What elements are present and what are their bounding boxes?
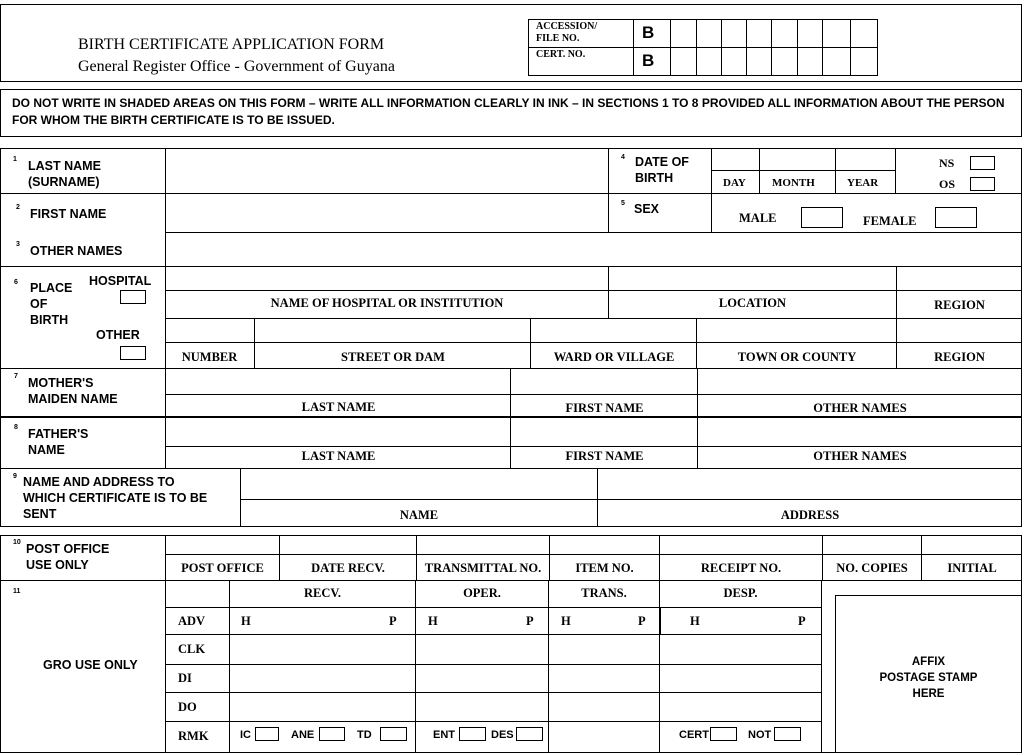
town-caption: TOWN OR COUNTY (737, 350, 857, 364)
rmk-not-checkbox[interactable] (774, 727, 801, 741)
gro-use-label: GRO USE ONLY (43, 658, 138, 672)
date-of-birth-label: DATE OF BIRTH (635, 155, 689, 185)
send-to-address-caption: ADDRESS (780, 508, 840, 522)
ns-label: NS (939, 156, 955, 170)
location-caption: LOCATION (718, 296, 787, 310)
section-3-number: 3 (16, 241, 20, 248)
father-last-name-field[interactable] (166, 419, 510, 446)
po-col-initial: INITIAL (947, 561, 997, 575)
gro-row-rmk: RMK (178, 729, 209, 743)
place-of-birth-label: PLACE OF BIRTH (30, 281, 73, 327)
male-label: MALE (739, 211, 777, 225)
female-checkbox[interactable] (935, 207, 977, 228)
gro-row-clk: CLK (178, 642, 206, 656)
send-to-label: NAME AND ADDRESS TO WHICH CERTIFICATE IS TO BE SENT (23, 475, 208, 521)
section-11-number: 11 (13, 588, 21, 595)
hospital-location-field[interactable] (609, 267, 895, 290)
ward-caption: WARD OR VILLAGE (553, 350, 675, 364)
mother-first-caption: FIRST NAME (565, 401, 644, 415)
rmk-ane-label: ANE (291, 729, 315, 741)
other-names-field[interactable] (166, 233, 1021, 266)
gro-head-trans: TRANS. (581, 586, 627, 600)
sex-label: SEX (634, 202, 660, 216)
last-name-label: LAST NAME (SURNAME) (28, 159, 101, 189)
region2-caption: REGION (934, 350, 985, 364)
region-field[interactable] (897, 319, 1021, 342)
os-label: OS (939, 177, 956, 191)
hospital-name-caption: NAME OF HOSPITAL OR INSTITUTION (270, 296, 504, 310)
gro-row-do: DO (178, 700, 197, 714)
po-col-receipt-no: RECEIPT NO. (700, 561, 782, 575)
mother-first-name-field[interactable] (511, 369, 697, 394)
oper-h: H (428, 614, 438, 628)
recv-h: H (241, 614, 251, 628)
mother-other-caption: OTHER NAMES (813, 401, 907, 415)
cert-no-label: CERT. NO. (536, 49, 586, 60)
street-caption: STREET OR DAM (341, 350, 445, 364)
last-name-field[interactable] (166, 149, 607, 193)
hospital-checkbox[interactable] (120, 290, 146, 304)
section-8-number: 8 (14, 424, 18, 431)
gro-head-oper: OPER. (463, 586, 501, 600)
section-5-number: 5 (621, 200, 625, 207)
rmk-des-label: DES (491, 729, 514, 741)
gro-head-recv: RECV. (304, 586, 341, 600)
desp-h: H (690, 614, 700, 628)
father-first-caption: FIRST NAME (565, 449, 644, 463)
town-field[interactable] (697, 319, 896, 342)
mother-other-names-field[interactable] (698, 369, 1021, 394)
father-first-name-field[interactable] (511, 419, 697, 446)
gro-row-adv: ADV (178, 614, 206, 628)
father-last-caption: LAST NAME (301, 449, 376, 463)
section-10-number: 10 (13, 539, 21, 546)
other-place-label: OTHER (96, 328, 140, 342)
section-4-number: 4 (621, 154, 625, 161)
father-other-names-field[interactable] (698, 419, 1021, 446)
dob-day-field[interactable] (712, 149, 758, 170)
street-field[interactable] (255, 319, 530, 342)
mothers-name-label: MOTHER'S MAIDEN NAME (28, 376, 118, 406)
other-names-label: OTHER NAMES (30, 244, 123, 258)
os-checkbox[interactable] (970, 177, 995, 191)
rmk-cert-checkbox[interactable] (710, 727, 737, 741)
rmk-cert-label: CERT (679, 729, 709, 741)
female-label: FEMALE (863, 214, 917, 228)
hospital-region-field[interactable] (897, 267, 1021, 290)
first-name-label: FIRST NAME (30, 207, 107, 221)
po-col-post-office: POST OFFICE (181, 561, 264, 575)
other-place-checkbox[interactable] (120, 346, 146, 360)
ward-field[interactable] (531, 319, 696, 342)
section-7-number: 7 (14, 373, 18, 380)
rmk-ent-checkbox[interactable] (459, 727, 486, 741)
rmk-ic-label: IC (240, 729, 251, 741)
instructions-text: DO NOT WRITE IN SHADED AREAS ON THIS FORM – WRITE ALL INFORMATION CLEARLY IN INK – IN SECTIONS 1 TO 8 PROVIDED ALL INFORMATION ABOUT THE PERSON FOR WHOM THE BIRTH CERTIFICATE IS TO BE ISSUED. (12, 96, 1005, 127)
send-to-name-field[interactable] (241, 469, 597, 499)
po-col-item-no: ITEM NO. (575, 561, 634, 575)
section-6-number: 6 (14, 279, 18, 286)
day-caption: DAY (723, 177, 746, 189)
mother-last-caption: LAST NAME (301, 400, 376, 414)
rmk-ic-checkbox[interactable] (255, 727, 279, 741)
trans-p: P (638, 614, 646, 628)
form-title: BIRTH CERTIFICATE APPLICATION FORM (78, 36, 385, 53)
accession-label: ACCESSION/ FILE NO. (536, 21, 598, 44)
cert-prefix: B (642, 51, 655, 70)
send-to-name-caption: NAME (399, 508, 439, 522)
trans-h: H (561, 614, 571, 628)
hospital-label: HOSPITAL (89, 274, 152, 288)
rmk-td-label: TD (357, 729, 372, 741)
rmk-not-label: NOT (748, 729, 772, 741)
send-to-address-field[interactable] (598, 469, 1021, 499)
number-caption: NUMBER (181, 350, 238, 364)
oper-p: P (526, 614, 534, 628)
father-other-caption: OTHER NAMES (813, 449, 907, 463)
rmk-ent-label: ENT (433, 729, 455, 741)
dob-month-field[interactable] (760, 149, 834, 170)
hospital-name-field[interactable] (166, 267, 607, 290)
recv-p: P (389, 614, 397, 628)
rmk-des-checkbox[interactable] (516, 727, 543, 741)
dob-year-field[interactable] (836, 149, 894, 170)
month-caption: MONTH (772, 177, 815, 189)
first-name-field[interactable] (166, 194, 607, 232)
gro-head-desp: DESP. (723, 586, 758, 600)
section-2-number: 2 (16, 204, 20, 211)
fathers-name-label: FATHER'S NAME (28, 427, 89, 457)
po-col-no-copies: NO. COPIES (836, 561, 908, 575)
po-col-date-recv: DATE RECV. (311, 561, 385, 575)
po-col-transmittal: TRANSMITTAL NO. (424, 561, 542, 575)
section-1-number: 1 (13, 156, 17, 163)
accession-prefix: B (642, 23, 655, 42)
rmk-td-checkbox[interactable] (380, 727, 407, 741)
ns-checkbox[interactable] (970, 156, 995, 170)
desp-p: P (798, 614, 806, 628)
year-caption: YEAR (847, 177, 879, 189)
gro-row-di: DI (178, 671, 192, 685)
form-subtitle: General Register Office - Government of Guyana (78, 58, 395, 75)
section-9-number: 9 (13, 473, 17, 480)
post-office-label: POST OFFICE USE ONLY (26, 542, 110, 572)
male-checkbox[interactable] (801, 207, 843, 228)
postage-stamp-text: AFFIX POSTAGE STAMP HERE (879, 656, 978, 700)
rmk-ane-checkbox[interactable] (319, 727, 345, 741)
mother-last-name-field[interactable] (166, 369, 510, 394)
region-caption: REGION (934, 298, 985, 312)
address-number-field[interactable] (166, 319, 254, 342)
